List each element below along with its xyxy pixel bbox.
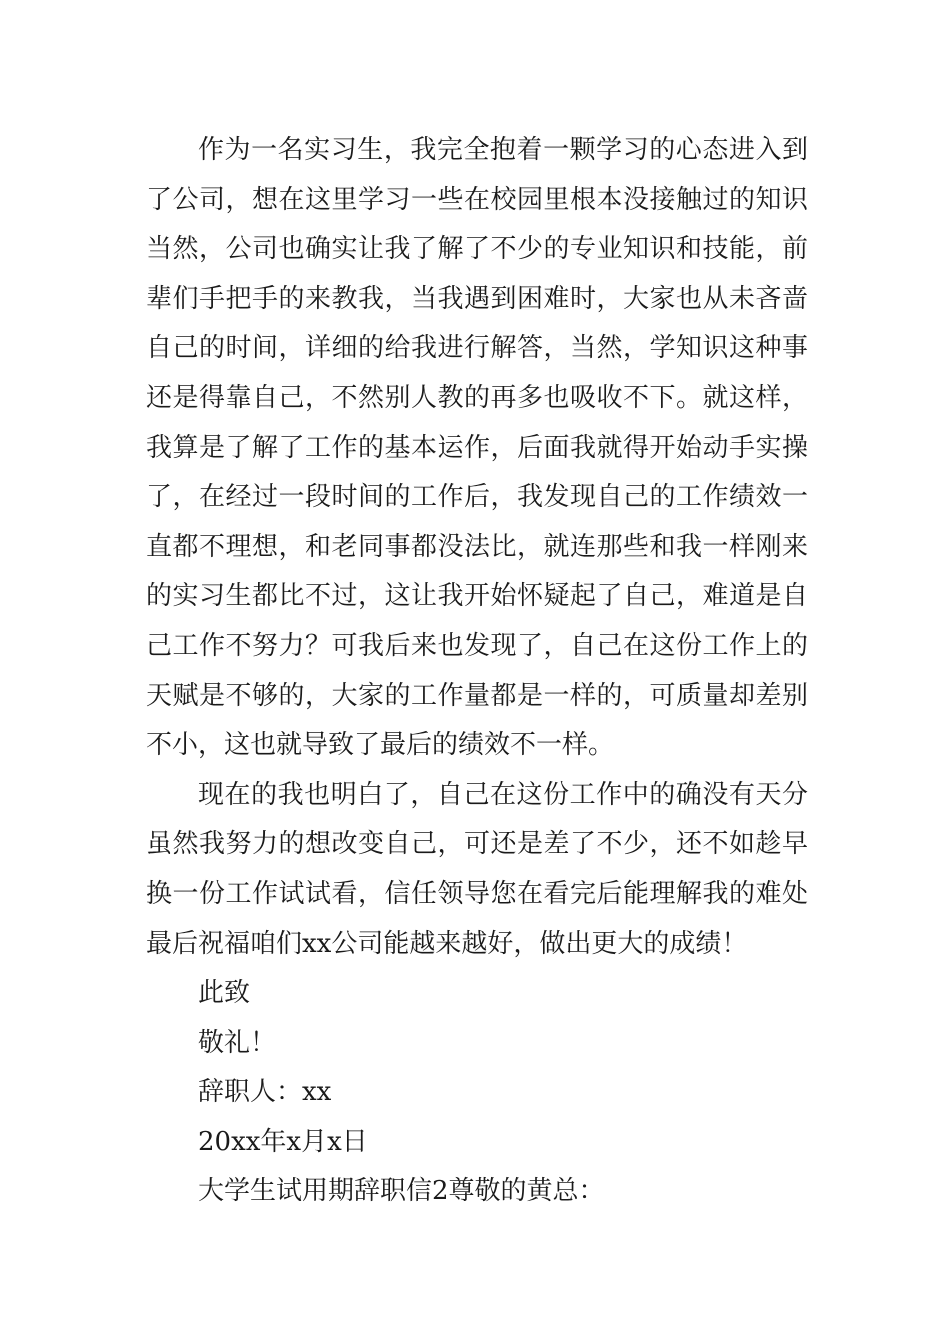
paragraph-2-line: 现在的我也明白了，自己在这份工作中的确没有天分 <box>198 779 808 810</box>
paragraph-1-line: 天赋是不够的，大家的工作量都是一样的，可质量却差别 <box>146 680 808 711</box>
paragraph-1-line: 还是得靠自己，不然别人教的再多也吸收不下。就这样， <box>146 382 808 413</box>
paragraph-1-line: 了公司，想在这里学习一些在校园里根本没接触过的知识 <box>146 184 808 215</box>
paragraph-1-line: 不小，这也就导致了最后的绩效不一样。 <box>146 730 615 761</box>
date-line: 20xx年x月x日 <box>198 1126 368 1157</box>
paragraph-1-line: 了，在经过一段时间的工作后，我发现自己的工作绩效一 <box>146 482 808 513</box>
paragraph-1-line: 作为一名实习生，我完全抱着一颗学习的心态进入到 <box>198 135 808 165</box>
paragraph-1-line: 直都不理想，和老同事都没法比，就连那些和我一样刚来 <box>146 531 808 562</box>
paragraph-2-line: 换一份工作试试看，信任领导您在看完后能理解我的难处 <box>146 878 808 909</box>
paragraph-1-line: 当然，公司也确实让我了解了不少的专业知识和技能，前 <box>146 234 808 265</box>
signer-line: 辞职人：xx <box>198 1077 332 1108</box>
paragraph-1-line: 己工作不努力？可我后来也发现了，自己在这份工作上的 <box>146 630 808 661</box>
paragraph-1-line: 自己的时间，详细的给我进行解答，当然，学知识这种事 <box>146 333 808 364</box>
closing-regards: 敬礼！ <box>198 1027 277 1058</box>
next-letter-heading: 大学生试用期辞职信2尊敬的黄总： <box>198 1176 605 1207</box>
closing-salutation: 此致 <box>198 978 251 1009</box>
letter-body <box>146 126 808 1217</box>
paragraph-1-line: 我算是了解了工作的基本运作，后面我就得开始动手实操 <box>146 432 808 463</box>
paragraph-1-line: 辈们手把手的来教我，当我遇到困难时，大家也从未吝啬 <box>146 283 808 314</box>
paragraph-2-line: 虽然我努力的想改变自己，可还是差了不少，还不如趁早 <box>146 829 808 860</box>
paragraph-1-line: 的实习生都比不过，这让我开始怀疑起了自己，难道是自 <box>146 581 808 612</box>
paragraph-2-line: 最后祝福咱们xx公司能越来越好，做出更大的成绩！ <box>146 928 748 959</box>
